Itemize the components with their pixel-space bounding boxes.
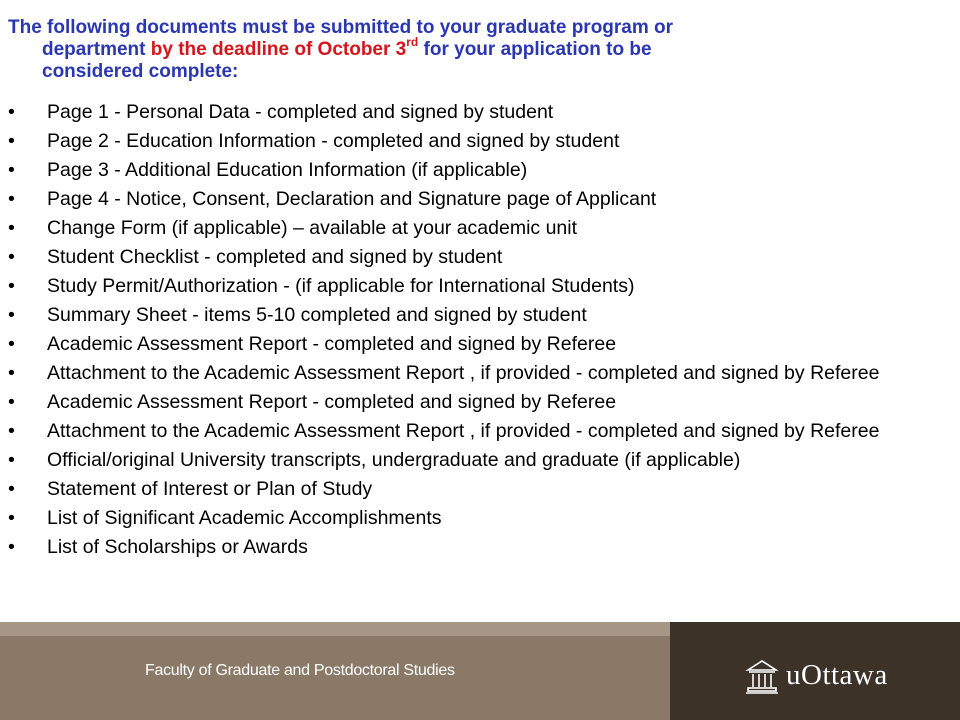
list-item — [8, 305, 953, 325]
list-item — [8, 479, 953, 499]
intro-continuation: for your application to be — [418, 39, 652, 60]
bullet: • — [8, 536, 15, 558]
bullet: • — [8, 188, 15, 210]
bullet: • — [8, 246, 15, 268]
footer-stripe — [0, 622, 670, 636]
list-item-text: Academic Assessment Report - completed and signed by Referee — [47, 391, 617, 413]
list-item — [8, 363, 953, 383]
faculty-name: Faculty of Graduate and Postdoctoral Studies — [145, 662, 455, 679]
list-item — [8, 102, 953, 122]
intro-line-3: considered complete: — [42, 61, 239, 82]
deadline-text — [150, 34, 419, 60]
list-item-text: List of Scholarships or Awards — [47, 536, 308, 558]
list-item-text: List of Significant Academic Accomplishments — [47, 507, 442, 529]
bullet: • — [8, 478, 15, 500]
bullet: • — [8, 304, 15, 326]
uottawa-logo: uOttawa — [786, 659, 888, 691]
list-item — [8, 160, 953, 180]
list-item — [8, 334, 953, 354]
bullet: • — [8, 101, 15, 123]
list-item-text: Attachment to the Academic Assessment Report , if provided - completed and signed by Referee — [47, 362, 880, 384]
bullet: • — [8, 507, 15, 529]
bullet: • — [8, 420, 15, 442]
bullet: • — [8, 449, 15, 471]
bullet: • — [8, 275, 15, 297]
bullet: • — [8, 362, 15, 384]
bullet: • — [8, 130, 15, 152]
list-item — [8, 189, 953, 209]
list-item-text: Page 2 - Education Information - completed and signed by student — [47, 130, 620, 152]
list-item — [8, 537, 953, 557]
intro-department: department — [42, 39, 151, 60]
list-item-text: Official/original University transcripts, undergraduate and graduate (if applicable) — [47, 449, 741, 471]
list-item-text: Academic Assessment Report - completed and signed by Referee — [47, 333, 617, 355]
list-item-text: Statement of Interest or Plan of Study — [47, 478, 373, 500]
list-item — [8, 131, 953, 151]
list-item — [8, 421, 953, 441]
list-item — [8, 392, 953, 412]
list-item — [8, 218, 953, 238]
document-list — [8, 102, 953, 566]
bullet: • — [8, 159, 15, 181]
list-item-text: Summary Sheet - items 5-10 completed and signed by student — [47, 304, 587, 326]
list-item — [8, 450, 953, 470]
bullet: • — [8, 391, 15, 413]
list-item — [8, 508, 953, 528]
list-item-text: Change Form (if applicable) – available at your academic unit — [47, 217, 578, 239]
intro-line-2 — [8, 34, 938, 61]
list-item-text: Page 1 - Personal Data - completed and signed by student — [47, 101, 554, 123]
building-icon — [745, 658, 779, 694]
list-item-text: Attachment to the Academic Assessment Report , if provided - completed and signed by Referee — [47, 420, 880, 442]
list-item-text: Study Permit/Authorization - (if applicable for International Students) — [47, 275, 635, 297]
list-item — [8, 276, 953, 296]
list-item-text: Page 4 - Notice, Consent, Declaration and Signature page of Applicant — [47, 188, 657, 210]
deadline-label: by the deadline of October 3 — [150, 39, 407, 60]
list-item-text: Student Checklist - completed and signed by student — [47, 246, 503, 268]
list-item — [8, 247, 953, 267]
footer-faculty-panel — [0, 622, 670, 720]
intro-heading — [8, 17, 938, 83]
list-item-text: Page 3 - Additional Education Information (if applicable) — [47, 159, 528, 181]
deadline-suffix: rd — [406, 34, 419, 49]
intro-line-1: The following documents must be submitted to your graduate program or — [8, 17, 674, 38]
bullet: • — [8, 217, 15, 239]
bullet: • — [8, 333, 15, 355]
